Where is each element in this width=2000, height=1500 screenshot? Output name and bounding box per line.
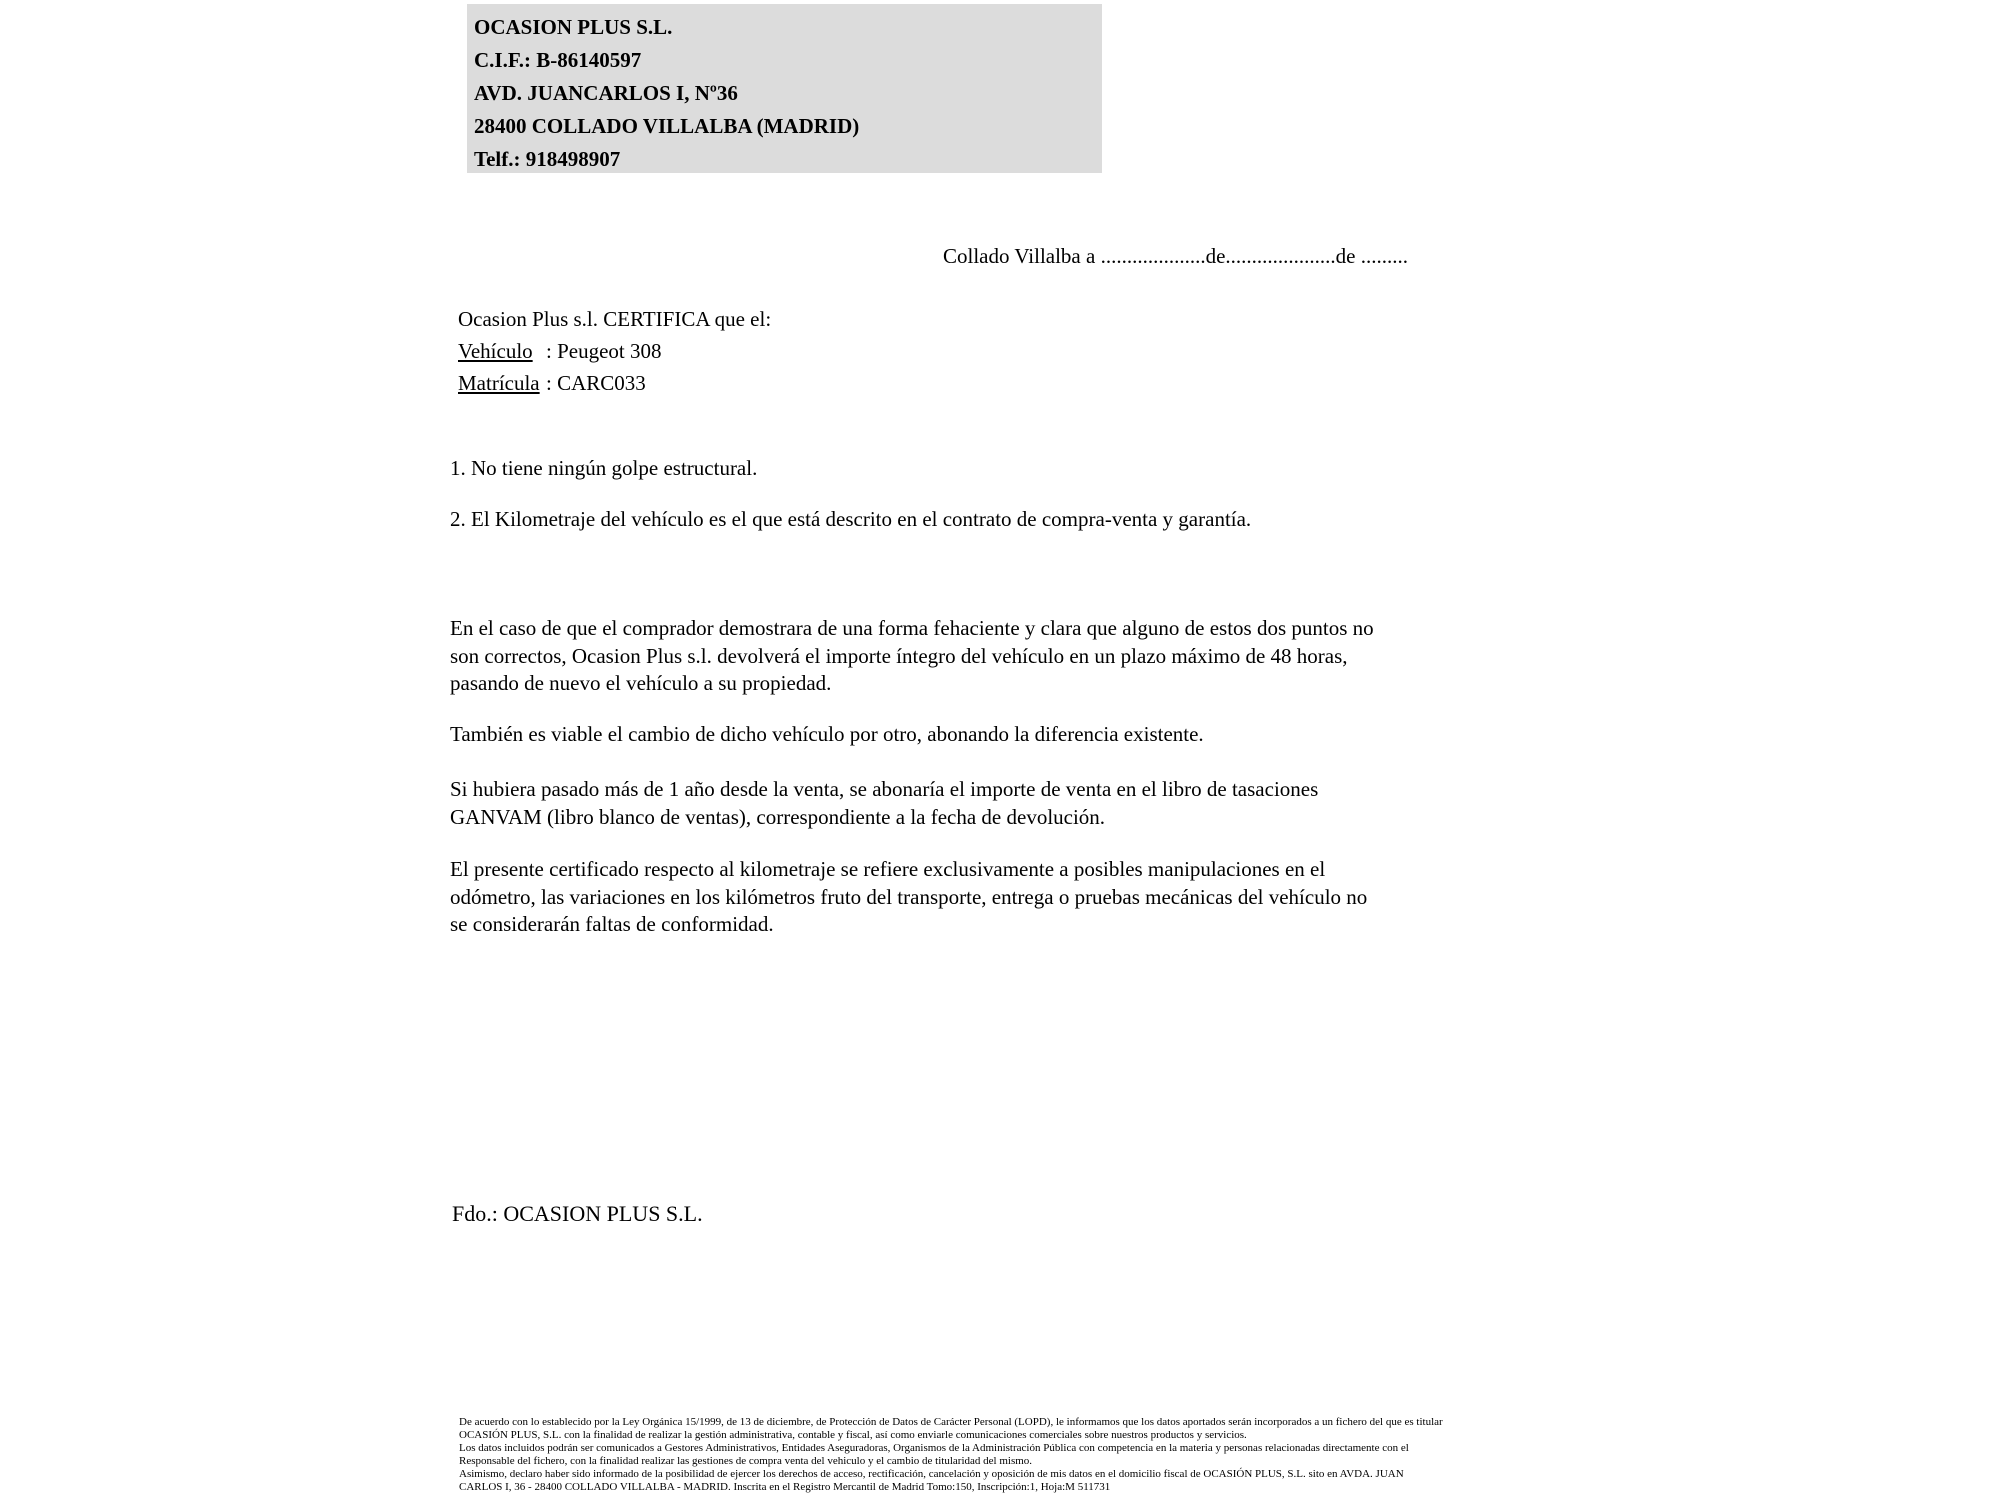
- paragraph-line: se considerarán faltas de conformidad.: [450, 912, 774, 936]
- certification-block: [458, 303, 771, 399]
- legal-line: CARLOS I, 36 - 28400 COLLADO VILLALBA - MADRID. Inscrita en el Registro Mercantil de Madrid Tomo:150, Inscripción:1, Hoja:M 511731: [459, 1481, 1111, 1493]
- company-name: OCASION PLUS S.L.: [474, 15, 673, 39]
- company-cif: C.I.F.: B-86140597: [474, 48, 642, 72]
- point-1: 1. No tiene ningún golpe estructural.: [450, 456, 758, 480]
- paragraph-line: En el caso de que el comprador demostrara de una forma fehaciente y clara que alguno de estos dos puntos no: [450, 616, 1374, 640]
- paragraph-line: pasando de nuevo el vehículo a su propiedad.: [450, 671, 832, 695]
- legal-line: Asimismo, declaro haber sido informado de la posibilidad de ejercer los derechos de acceso, rectificación, cancelación y oposición de mis datos en el domicilio fiscal de OCASIÓN PLUS, S.L. sito en AVDA. JUAN: [459, 1468, 1404, 1480]
- plate-value: : CARC033: [546, 371, 646, 395]
- company-phone: Telf.: 918498907: [474, 147, 621, 171]
- company-header-box: [467, 4, 1102, 173]
- vehicle-value: : Peugeot 308: [546, 339, 662, 363]
- paragraph-refund: [450, 615, 1374, 698]
- company-address: AVD. JUANCARLOS I, Nº36: [474, 81, 738, 105]
- paragraph-line: El presente certificado respecto al kilometraje se refiere exclusivamente a posibles manipulaciones en el: [450, 857, 1326, 881]
- company-city: 28400 COLLADO VILLALBA (MADRID): [474, 114, 860, 138]
- legal-line: De acuerdo con lo establecido por la Ley Orgánica 15/1999, de 13 de diciembre, de Protección de Datos de Carácter Personal (LOPD), le informamos que los datos aportados serán incorporados a un fichero del que es titular: [459, 1416, 1443, 1428]
- paragraph-line: GANVAM (libro blanco de ventas), correspondiente a la fecha de devolución.: [450, 804, 1106, 829]
- vehicle-row: [458, 335, 771, 367]
- paragraph-line: odómetro, las variaciones en los kilómetros fruto del transporte, entrega o pruebas mecánicas del vehículo no: [450, 884, 1368, 909]
- paragraph-line: También es viable el cambio de dicho vehículo por otro, abonando la diferencia existente.: [450, 722, 1204, 746]
- legal-line: Responsable del fichero, con la finalidad realizar las gestiones de compra venta del vehiculo y el cambio de titularidad del mismo.: [459, 1455, 1033, 1467]
- point-2: 2. El Kilometraje del vehículo es el que está descrito en el contrato de compra-venta y garantía.: [450, 507, 1252, 531]
- signature-line: Fdo.: OCASION PLUS S.L.: [452, 1201, 703, 1226]
- vehicle-label: Vehículo: [458, 339, 533, 363]
- plate-label: Matrícula: [458, 371, 540, 395]
- paragraph-line: Si hubiera pasado más de 1 año desde la venta, se abonaría el importe de venta en el libro de tasaciones: [450, 777, 1319, 801]
- date-line: Collado Villalba a ....................de.....................de .........: [943, 244, 1408, 268]
- paragraph-ganvam: [450, 776, 1318, 831]
- paragraph-odometer: [450, 856, 1367, 939]
- legal-line: OCASIÓN PLUS, S.L. con la finalidad de realizar la gestión administrativa, contable y fiscal, así como enviarle comunicaciones comerciales sobre nuestros productos y servicios.: [459, 1429, 1247, 1441]
- paragraph-line: son correctos, Ocasion Plus s.l. devolverá el importe íntegro del vehículo en un plazo máximo de 48 horas,: [450, 643, 1348, 668]
- legal-fine-print: [459, 1416, 1443, 1494]
- paragraph-exchange: [450, 721, 1204, 749]
- plate-row: [458, 367, 771, 399]
- legal-line: Los datos incluidos podrán ser comunicados a Gestores Administrativos, Entidades Aseguradoras, Organismos de la Administración Pública con competencia en la materia y personas relacionadas directamente con el: [459, 1442, 1409, 1454]
- certify-intro: Ocasion Plus s.l. CERTIFICA que el:: [458, 307, 772, 331]
